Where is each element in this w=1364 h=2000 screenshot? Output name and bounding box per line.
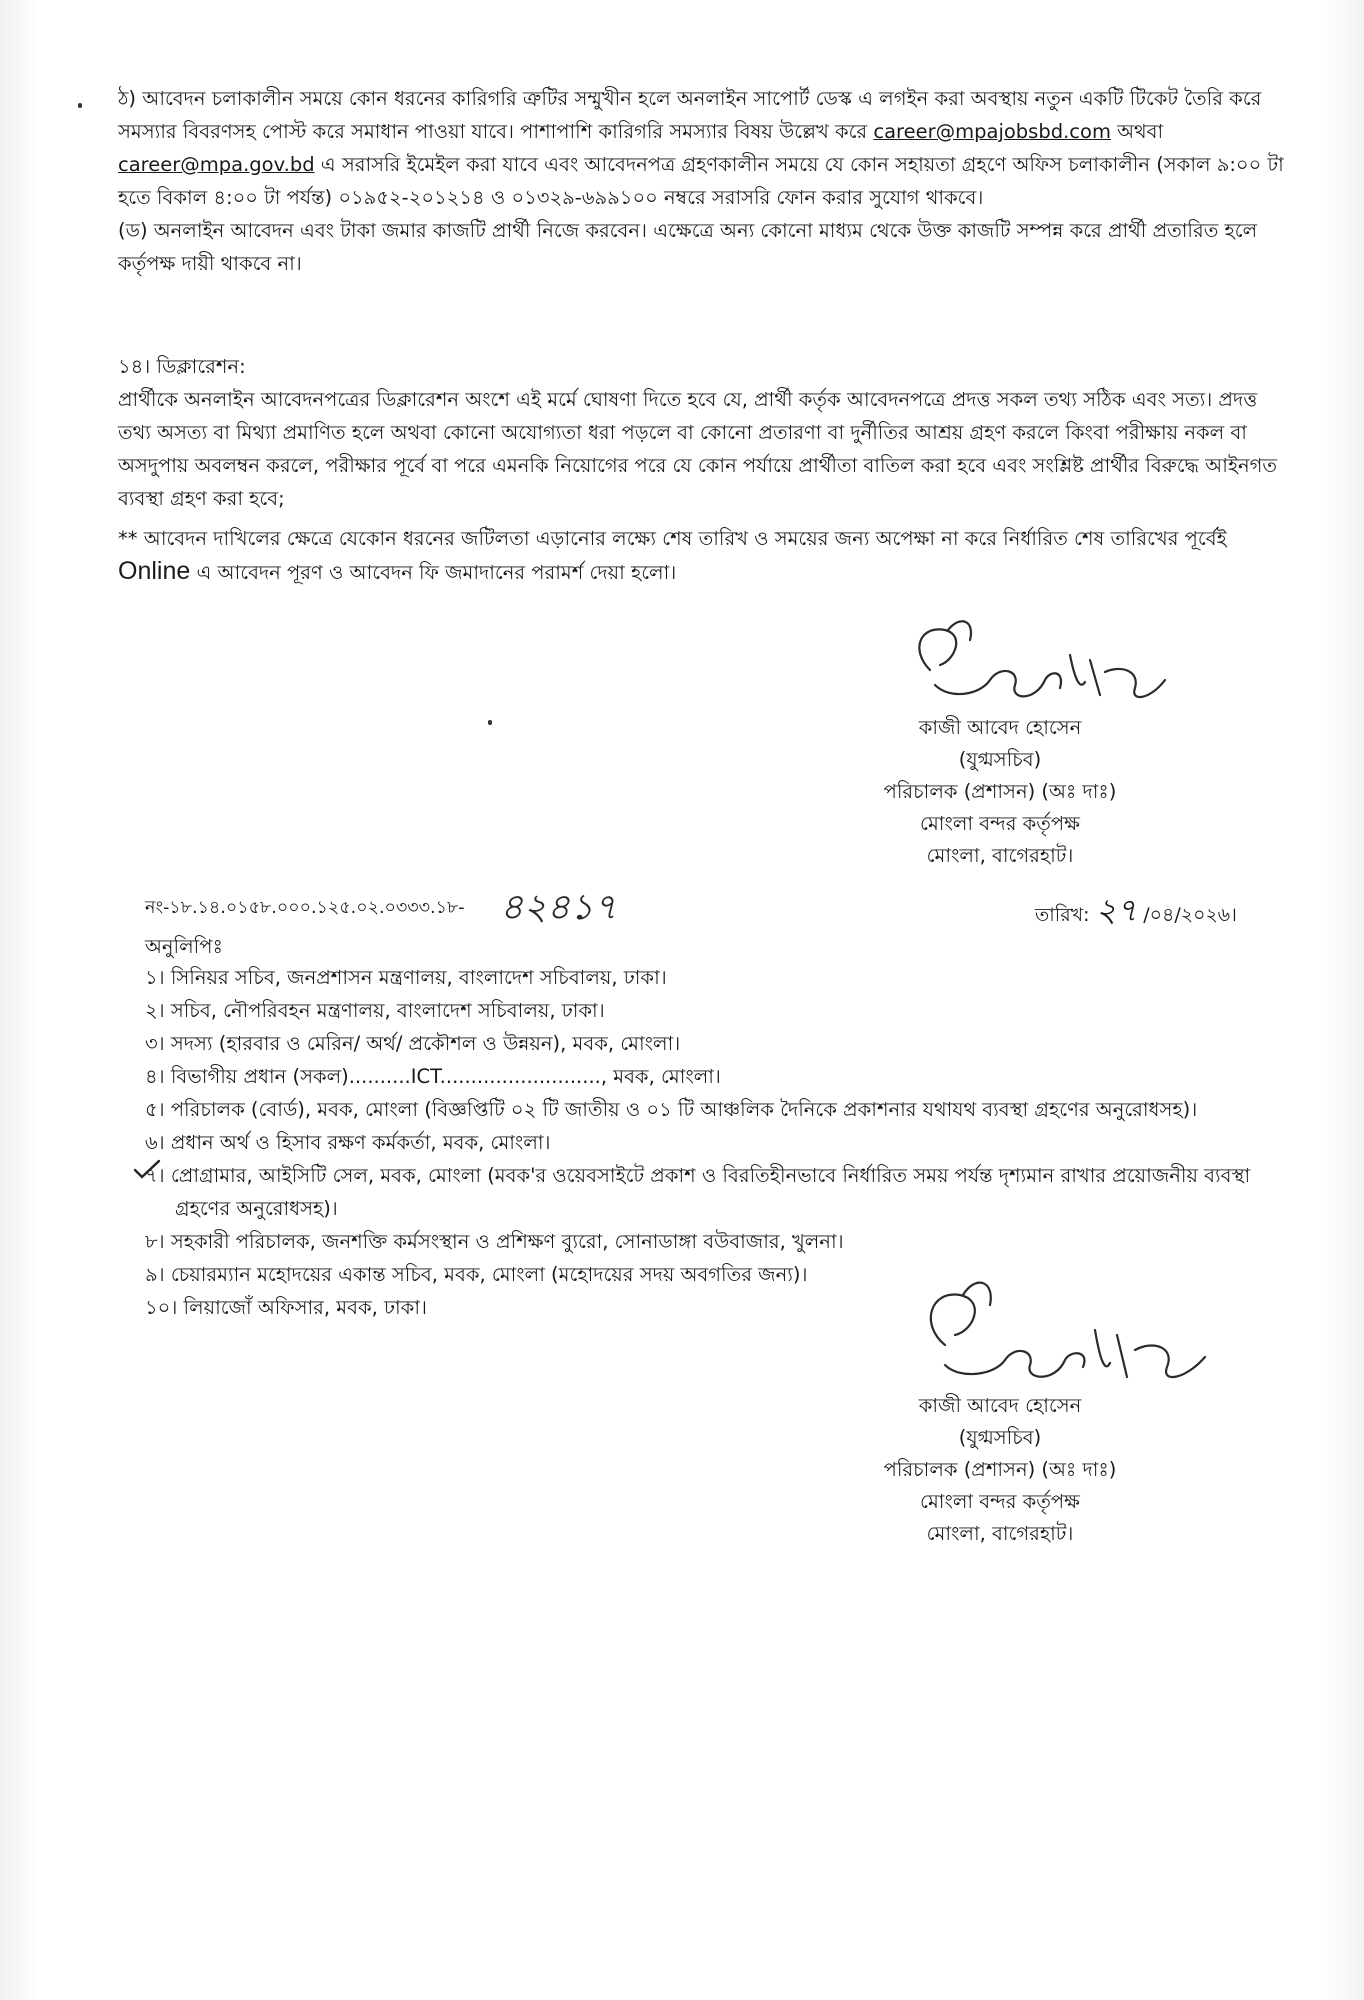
signatory-org: মোংলা বন্দর কর্তৃপক্ষ: [920, 812, 1080, 835]
item-d-label: (ড): [118, 219, 148, 242]
item-th-end-text: এ সরাসরি ইমেইল করা যাবে এবং আবেদনপত্র গ্রহণকালীন সময়ে যে কোন সহায়তা গ্রহণে অফিস চলাকালীন (সকাল ৯:০০ টা হতে বিকাল ৪:০০ টা পর্যন্ত) ০১৯৫২-২০১২১৪ ও ০১৩২৯-৬৯৯১০০ নম্বরে সরাসরি ফোন করার সুযোগ থাকবে।: [118, 153, 1284, 209]
signatory-org: মোংলা বন্দর কর্তৃপক্ষ: [920, 1490, 1080, 1513]
scan-speck: [488, 720, 492, 725]
notice-prefix: ** আবেদন দাখিলের ক্ষেত্রে যেকোন ধরনের জটিলতা এড়ানোর লক্ষ্যে শেষ তারিখ ও সময়ের জন্য অপেক্ষা না করে নির্ধারিত শেষ তারিখের পূর্বেই: [118, 527, 1227, 550]
copy-item: ৩। সদস্য (হারবার ও মেরিন/ অর্থ/ প্রকৌশল ও উন্নয়ন), মবক, মোংলা।: [145, 1032, 681, 1055]
handwritten-tick-mark: [132, 1158, 162, 1180]
signatory-place: মোংলা, বাগেরহাট।: [926, 1522, 1074, 1545]
copy-item: ৭। প্রোগ্রামার, আইসিটি সেল, মবক, মোংলা (মবক'র ওয়েবসাইটে প্রকাশ ও বিরতিহীনভাবে নির্ধারিত সময় পর্যন্ত দৃশ্যমান রাখার প্রয়োজনীয় ব্যবস্থা গ্রহণের অনুরোধসহ)।: [145, 1164, 1251, 1220]
or-text: অথবা: [1117, 120, 1164, 143]
signatory-block-1: [815, 712, 1185, 872]
copy-item: ২। সচিব, নৌপরিবহন মন্ত্রণালয়, বাংলাদেশ সচিবালয়, ঢাকা।: [145, 999, 605, 1022]
copy-item: ৮। সহকারী পরিচালক, জনশক্তি কর্মসংস্থান ও প্রশিক্ষণ ব্যুরো, সোনাডাঙ্গা বউবাজার, খুলনা।: [145, 1230, 844, 1253]
memo-reference: নং-১৮.১৪.০১৫৮.০০০.১২৫.০২.০৩৩৩.১৮-: [145, 898, 465, 918]
item-th: [118, 82, 1288, 214]
signatory-rank: (যুগ্মসচিব): [958, 1426, 1042, 1449]
item-d-text: অনলাইন আবেদন এবং টাকা জমার কাজটি প্রার্থী নিজে করবেন। এক্ষেত্রে অন্য কোনো মাধ্যম থেকে উক্ত কাজটি সম্পন্ন করে প্রার্থী প্রতারিত হলে কর্তৃপক্ষ দায়ী থাকবে না।: [118, 219, 1258, 275]
signatory-name: কাজী আবেদ হোসেন: [918, 716, 1082, 739]
signatory-name: কাজী আবেদ হোসেন: [918, 1394, 1082, 1417]
signatory-designation: পরিচালক (প্রশাসন) (অঃ দাঃ): [883, 780, 1117, 803]
date-rest: /০৪/২০২৬।: [1143, 904, 1237, 926]
notice-online: Online: [118, 557, 191, 585]
date-day-handwritten: ২৭: [1095, 891, 1138, 929]
email-link-2[interactable]: career@mpa.gov.bd: [118, 153, 315, 176]
declaration-section: [118, 350, 1288, 515]
item-d: [118, 214, 1288, 280]
date-label: তারিখ:: [1035, 904, 1090, 926]
declaration-body: প্রার্থীকে অনলাইন আবেদনপত্রের ডিক্লারেশন অংশে এই মর্মে ঘোষণা দিতে হবে যে, প্রার্থী কর্তৃক আবেদনপত্রে প্রদত্ত সকল তথ্য সঠিক এবং সত্য। প্রদত্ত তথ্য অসত্য বা মিথ্যা প্রমাণিত হলে অথবা কোনো অযোগ্যতা ধরা পড়লে বা কোনো প্রতারণা বা দুর্নীতির আশ্রয় গ্রহণ করলে কিংবা পরীক্ষায় নকল বা অসদুপায় অবলম্বন করলে, পরীক্ষার পূর্বে বা পরে এমনকি নিয়োগের পরে যে কোন পর্যায়ে প্রার্থীতা বাতিল করা হবে এবং সংশ্লিষ্ট প্রার্থীর বিরুদ্ধে আইনগত ব্যবস্থা গ্রহণ করা হবে;: [118, 388, 1278, 510]
signatory-block-2: [815, 1390, 1185, 1550]
email-link-1[interactable]: career@mpajobsbd.com: [873, 120, 1111, 143]
copy-item: ১। সিনিয়র সচিব, জনপ্রশাসন মন্ত্রণালয়, বাংলাদেশ সচিবালয়, ঢাকা।: [145, 966, 667, 989]
memo-reference-handwritten: ৪২৪১৭: [500, 887, 617, 928]
handwritten-signature-1: [900, 610, 1190, 720]
memo-date: [1035, 885, 1237, 939]
signatory-designation: পরিচালক (প্রশাসন) (অঃ দাঃ): [883, 1458, 1117, 1481]
copies-title: অনুলিপিঃ: [145, 935, 223, 958]
signatory-place: মোংলা, বাগেরহাট।: [926, 844, 1074, 867]
signatory-rank: (যুগ্মসচিব): [958, 748, 1042, 771]
copy-item: ৫। পরিচালক (বোর্ড), মবক, মোংলা (বিজ্ঞপ্তিটি ০২ টি জাতীয় ও ০১ টি আঞ্চলিক দৈনিকে প্রকাশনার যথাযথ ব্যবস্থা গ্রহণের অনুরোধসহ)।: [145, 1098, 1198, 1121]
copy-item: ১০। লিয়াজোঁ অফিসার, মবক, ঢাকা।: [145, 1296, 427, 1319]
item-th-text: ঠ) আবেদন চলাকালীন সময়ে কোন ধরনের কারিগরি ত্রুটির সম্মুখীন হলে অনলাইন সাপোর্ট ডেস্ক এ লগইন করা অবস্থায় নতুন একটি টিকেট তৈরি করে সমস্যার বিবরণসহ পোস্ট করে সমাধান পাওয়া যাবে। পাশাপাশি কারিগরি সমস্যার বিষয় উল্লেখ করে: [118, 87, 1262, 143]
handwritten-signature-2: [905, 1265, 1225, 1405]
copy-item: ৪। বিভাগীয় প্রধান (সকল)..........ICT.........................., মবক, মোংলা।: [145, 1065, 721, 1088]
scan-speck: [78, 103, 82, 108]
instructions-section: [118, 82, 1288, 280]
notice-suffix: এ আবেদন পূরণ ও আবেদন ফি জমাদানের পরামর্শ দেয়া হলো।: [196, 561, 677, 584]
online-notice: [118, 522, 1288, 589]
copy-item: ৬। প্রধান অর্থ ও হিসাব রক্ষণ কর্মকর্তা, মবক, মোংলা।: [145, 1131, 551, 1154]
copy-item: ৯। চেয়ারম্যান মহোদয়ের একান্ত সচিব, মবক, মোংলা (মহোদয়ের সদয় অবগতির জন্য)।: [145, 1263, 808, 1286]
declaration-heading: ১৪। ডিক্লারেশন:: [118, 355, 246, 378]
